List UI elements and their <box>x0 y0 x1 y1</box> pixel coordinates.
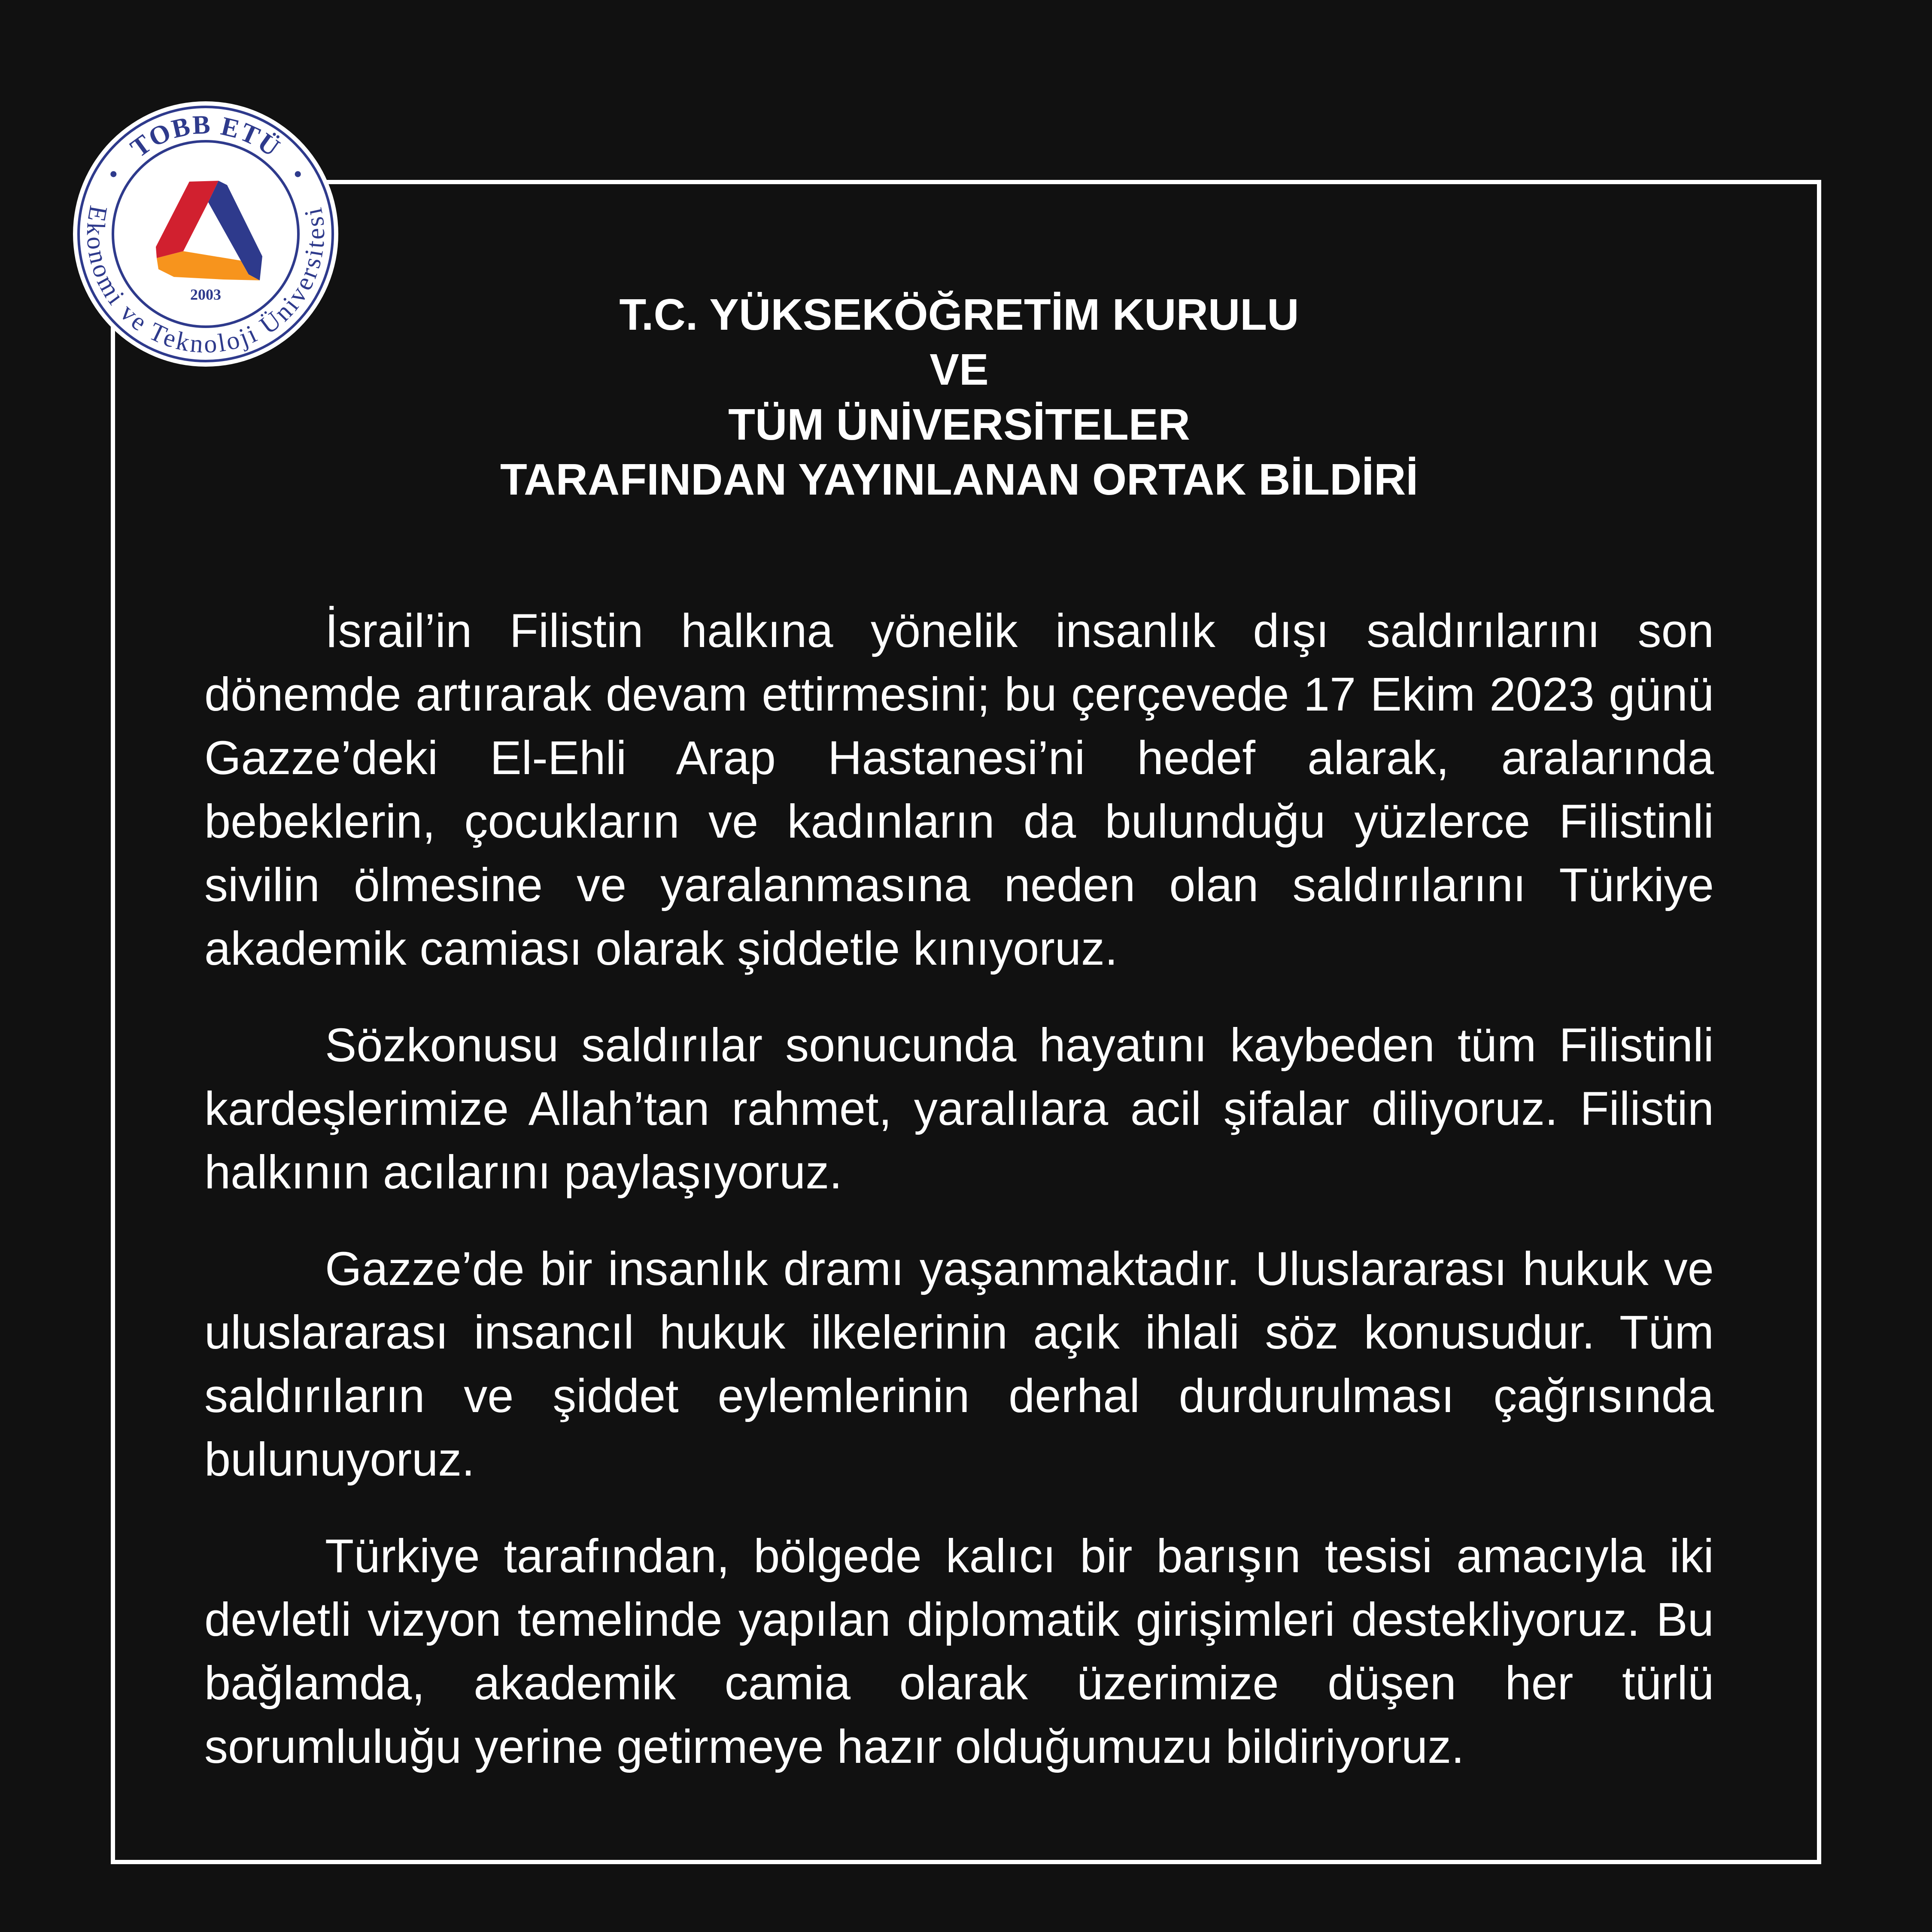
paragraph-1 <box>204 599 1714 981</box>
paragraph-4 <box>204 1525 1714 1779</box>
title-line-2: VE <box>930 345 989 394</box>
paragraph-line: halkının acılarını paylaşıyoruz. <box>204 1146 842 1199</box>
title-line-3: TÜM ÜNİVERSİTELER <box>728 400 1190 449</box>
paragraph-line: Sözkonusu saldırılar sonucunda hayatını kaybeden tüm Filistinli <box>325 1019 1714 1072</box>
paragraph-line: Gazze’deki El-Ehli Arap Hastanesi’ni hedef alarak, aralarında <box>204 732 1714 784</box>
logo-separator-dot-right <box>295 171 301 177</box>
title-line-4: TARAFINDAN YAYINLANAN ORTAK BİLDİRİ <box>500 455 1419 504</box>
paragraph-line: saldırıların ve şiddet eylemlerinin derhal durdurulması çağrısında <box>204 1370 1714 1422</box>
paragraph-3 <box>204 1237 1714 1492</box>
paragraph-line: bebeklerin, çocukların ve kadınların da bulunduğu yüzlerce Filistinli <box>204 795 1714 848</box>
paragraph-line: Türkiye tarafından, bölgede kalıcı bir barışın tesisi amacıyla iki <box>325 1530 1714 1583</box>
paragraph-line: Gazze’de bir insanlık dramı yaşanmaktadır. Uluslararası hukuk ve <box>325 1242 1714 1295</box>
paragraph-line: sorumluluğu yerine getirmeye hazır olduğumuzu bildiriyoruz. <box>204 1720 1464 1773</box>
paragraph-line: İsrail’in Filistin halkına yönelik insanlık dışı saldırılarını son <box>325 605 1714 657</box>
paragraph-line: devletli vizyon temelinde yapılan diplomatik girişimleri destekliyoruz. Bu <box>204 1593 1714 1646</box>
paragraph-line: sivilin ölmesine ve yaralanmasına neden olan saldırılarını Türkiye <box>204 859 1714 911</box>
title-line-1: T.C. YÜKSEKÖĞRETİM KURULU <box>619 290 1299 339</box>
logo-ring-text-path: Ekonomi ve Teknoloji Üniversitesi <box>81 203 330 358</box>
paragraph-line: akademik camiası olarak şiddetle kınıyoruz. <box>204 922 1118 975</box>
statement-title <box>204 287 1714 507</box>
logo-top-text-path: TOBB ETÜ <box>125 110 286 164</box>
paragraph-2 <box>204 1014 1714 1204</box>
paragraph-line: bağlamda, akademik camia olarak üzerimize düşen her türlü <box>204 1657 1714 1710</box>
paragraph-line: uluslararası insancıl hukuk ilkelerinin açık ihlali söz konusudur. Tüm <box>204 1306 1714 1359</box>
paragraph-line: dönemde artırarak devam ettirmesini; bu çerçevede 17 Ekim 2023 günü <box>204 668 1714 721</box>
logo-separator-dot-left <box>110 171 116 177</box>
paragraph-line: kardeşlerimize Allah’tan rahmet, yaralılara acil şifalar diliyoruz. Filistin <box>204 1082 1714 1135</box>
logo-year: 2003 <box>190 286 221 303</box>
paragraph-line: bulunuyoruz. <box>204 1433 475 1486</box>
statement-body <box>204 599 1714 1812</box>
